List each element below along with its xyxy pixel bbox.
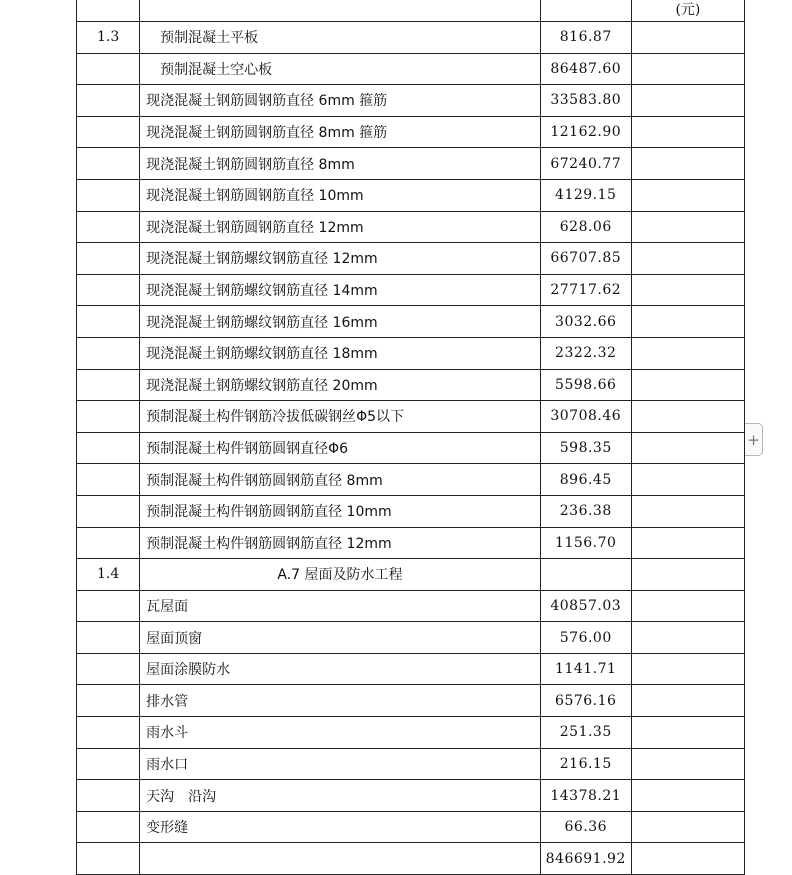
table-row — [77, 843, 745, 875]
item-amount-cell: 576.00 — [540, 622, 631, 654]
table-row — [77, 622, 745, 654]
item-number-cell — [77, 274, 140, 306]
table-row — [77, 590, 745, 622]
item-amount-cell: 5598.66 — [540, 369, 631, 401]
item-amount-cell: 12162.90 — [540, 116, 631, 148]
item-extra-cell — [631, 780, 744, 812]
item-number-cell — [77, 685, 140, 717]
item-number-cell — [77, 780, 140, 812]
item-amount-cell: 67240.77 — [540, 148, 631, 180]
item-name-cell: 瓦屋面 — [140, 590, 541, 622]
item-number-cell — [77, 179, 140, 211]
item-amount-cell: 896.45 — [540, 464, 631, 496]
item-extra-cell — [631, 653, 744, 685]
item-name-cell: 预制混凝土平板 — [140, 22, 541, 54]
item-extra-cell — [631, 811, 744, 843]
item-number-cell — [77, 401, 140, 433]
table-row — [77, 116, 745, 148]
item-name-cell: 现浇混凝土钢筋圆钢筋直径 8mm 箍筋 — [140, 116, 541, 148]
item-amount-cell: 6576.16 — [540, 685, 631, 717]
header-extra-label: (元) — [675, 2, 701, 18]
item-number-cell — [77, 622, 140, 654]
item-extra-cell — [631, 306, 744, 338]
item-number-cell — [77, 748, 140, 780]
item-number-cell — [77, 369, 140, 401]
table-row — [77, 243, 745, 275]
item-name-cell: 排水管 — [140, 685, 541, 717]
item-amount-cell: 816.87 — [540, 22, 631, 54]
item-extra-cell — [631, 685, 744, 717]
table-header-row — [77, 0, 745, 22]
item-amount-cell: 251.35 — [540, 717, 631, 749]
item-amount-cell — [540, 559, 631, 591]
item-extra-cell — [631, 116, 744, 148]
item-extra-cell — [631, 53, 744, 85]
table-row — [77, 685, 745, 717]
item-name-cell — [140, 843, 541, 875]
table-row — [77, 179, 745, 211]
table-row — [77, 780, 745, 812]
item-number-cell — [77, 811, 140, 843]
item-number-cell — [77, 306, 140, 338]
table-row — [77, 559, 745, 591]
item-number-cell — [77, 495, 140, 527]
item-name-cell: 预制混凝土构件钢筋冷拔低碳钢丝Φ5以下 — [140, 401, 541, 433]
item-extra-cell — [631, 179, 744, 211]
item-name-cell: 屋面顶窗 — [140, 622, 541, 654]
expand-plus-tab[interactable] — [745, 423, 763, 456]
item-name-cell: 天沟 沿沟 — [140, 780, 541, 812]
table-row — [77, 22, 745, 54]
item-amount-cell: 4129.15 — [540, 179, 631, 211]
item-amount-cell: 33583.80 — [540, 85, 631, 117]
item-extra-cell — [631, 211, 744, 243]
item-number-cell — [77, 464, 140, 496]
item-amount-cell: 236.38 — [540, 495, 631, 527]
item-number-cell — [77, 116, 140, 148]
item-name-cell: 预制混凝土构件钢筋圆钢筋直径 8mm — [140, 464, 541, 496]
item-extra-cell — [631, 622, 744, 654]
cost-summary-table — [76, 0, 745, 875]
table-row — [77, 53, 745, 85]
item-number-cell: 1.3 — [77, 22, 140, 54]
item-extra-cell — [631, 85, 744, 117]
item-name-cell: 现浇混凝土钢筋圆钢筋直径 8mm — [140, 148, 541, 180]
table-row — [77, 717, 745, 749]
item-name-cell: 屋面涂膜防水 — [140, 653, 541, 685]
item-number-cell — [77, 53, 140, 85]
item-name-cell: 现浇混凝土钢筋圆钢筋直径 6mm 箍筋 — [140, 85, 541, 117]
item-name-cell: 现浇混凝土钢筋螺纹钢筋直径 18mm — [140, 337, 541, 369]
item-amount-cell: 2322.32 — [540, 337, 631, 369]
header-amount-cell — [540, 0, 631, 22]
item-name-cell: 现浇混凝土钢筋螺纹钢筋直径 20mm — [140, 369, 541, 401]
table-row — [77, 369, 745, 401]
item-number-cell — [77, 337, 140, 369]
item-extra-cell — [631, 559, 744, 591]
item-amount-cell: 14378.21 — [540, 780, 631, 812]
item-number-cell — [77, 717, 140, 749]
table-row — [77, 495, 745, 527]
table-row — [77, 464, 745, 496]
table-row — [77, 211, 745, 243]
item-extra-cell — [631, 717, 744, 749]
item-extra-cell — [631, 22, 744, 54]
item-number-cell — [77, 211, 140, 243]
header-no-cell — [77, 0, 140, 22]
table-row — [77, 811, 745, 843]
item-number-cell — [77, 527, 140, 559]
item-extra-cell — [631, 148, 744, 180]
item-extra-cell — [631, 432, 744, 464]
table-row — [77, 274, 745, 306]
item-name-cell: 雨水口 — [140, 748, 541, 780]
item-amount-cell: 40857.03 — [540, 590, 631, 622]
item-name-cell: 现浇混凝土钢筋螺纹钢筋直径 14mm — [140, 274, 541, 306]
header-name-cell — [140, 0, 541, 22]
item-extra-cell — [631, 243, 744, 275]
item-number-cell — [77, 653, 140, 685]
item-amount-cell: 86487.60 — [540, 53, 631, 85]
table-row — [77, 432, 745, 464]
item-extra-cell — [631, 495, 744, 527]
table-row — [77, 337, 745, 369]
item-amount-cell: 846691.92 — [540, 843, 631, 875]
item-name-cell: 预制混凝土构件钢筋圆钢筋直径 10mm — [140, 495, 541, 527]
item-number-cell: 1.4 — [77, 559, 140, 591]
table-row — [77, 85, 745, 117]
item-number-cell — [77, 590, 140, 622]
item-amount-cell: 628.06 — [540, 211, 631, 243]
item-extra-cell — [631, 337, 744, 369]
item-extra-cell — [631, 748, 744, 780]
item-number-cell — [77, 243, 140, 275]
item-number-cell — [77, 148, 140, 180]
table-row — [77, 653, 745, 685]
item-amount-cell: 216.15 — [540, 748, 631, 780]
item-extra-cell — [631, 464, 744, 496]
table-row — [77, 401, 745, 433]
table-row — [77, 306, 745, 338]
item-name-cell: 雨水斗 — [140, 717, 541, 749]
item-name-cell: 现浇混凝土钢筋圆钢筋直径 10mm — [140, 179, 541, 211]
table-row — [77, 748, 745, 780]
item-amount-cell: 1141.71 — [540, 653, 631, 685]
item-name-cell: 预制混凝土构件钢筋圆钢直径Φ6 — [140, 432, 541, 464]
item-amount-cell: 66.36 — [540, 811, 631, 843]
table-row — [77, 527, 745, 559]
table-row — [77, 148, 745, 180]
item-name-cell: A.7 屋面及防水工程 — [140, 559, 541, 591]
item-name-cell: 预制混凝土空心板 — [140, 53, 541, 85]
item-name-cell: 现浇混凝土钢筋螺纹钢筋直径 16mm — [140, 306, 541, 338]
item-name-cell: 预制混凝土构件钢筋圆钢筋直径 12mm — [140, 527, 541, 559]
item-name-cell: 现浇混凝土钢筋螺纹钢筋直径 12mm — [140, 243, 541, 275]
item-amount-cell: 1156.70 — [540, 527, 631, 559]
item-amount-cell: 27717.62 — [540, 274, 631, 306]
item-extra-cell — [631, 843, 744, 875]
plus-icon: + — [747, 430, 760, 449]
item-extra-cell — [631, 369, 744, 401]
item-number-cell — [77, 432, 140, 464]
item-extra-cell — [631, 527, 744, 559]
item-amount-cell: 3032.66 — [540, 306, 631, 338]
item-amount-cell: 30708.46 — [540, 401, 631, 433]
item-name-cell: 现浇混凝土钢筋圆钢筋直径 12mm — [140, 211, 541, 243]
item-extra-cell — [631, 590, 744, 622]
item-name-cell: 变形缝 — [140, 811, 541, 843]
header-extra-cell — [631, 0, 744, 22]
item-number-cell — [77, 843, 140, 875]
item-amount-cell: 598.35 — [540, 432, 631, 464]
item-extra-cell — [631, 274, 744, 306]
item-extra-cell — [631, 401, 744, 433]
item-number-cell — [77, 85, 140, 117]
item-amount-cell: 66707.85 — [540, 243, 631, 275]
